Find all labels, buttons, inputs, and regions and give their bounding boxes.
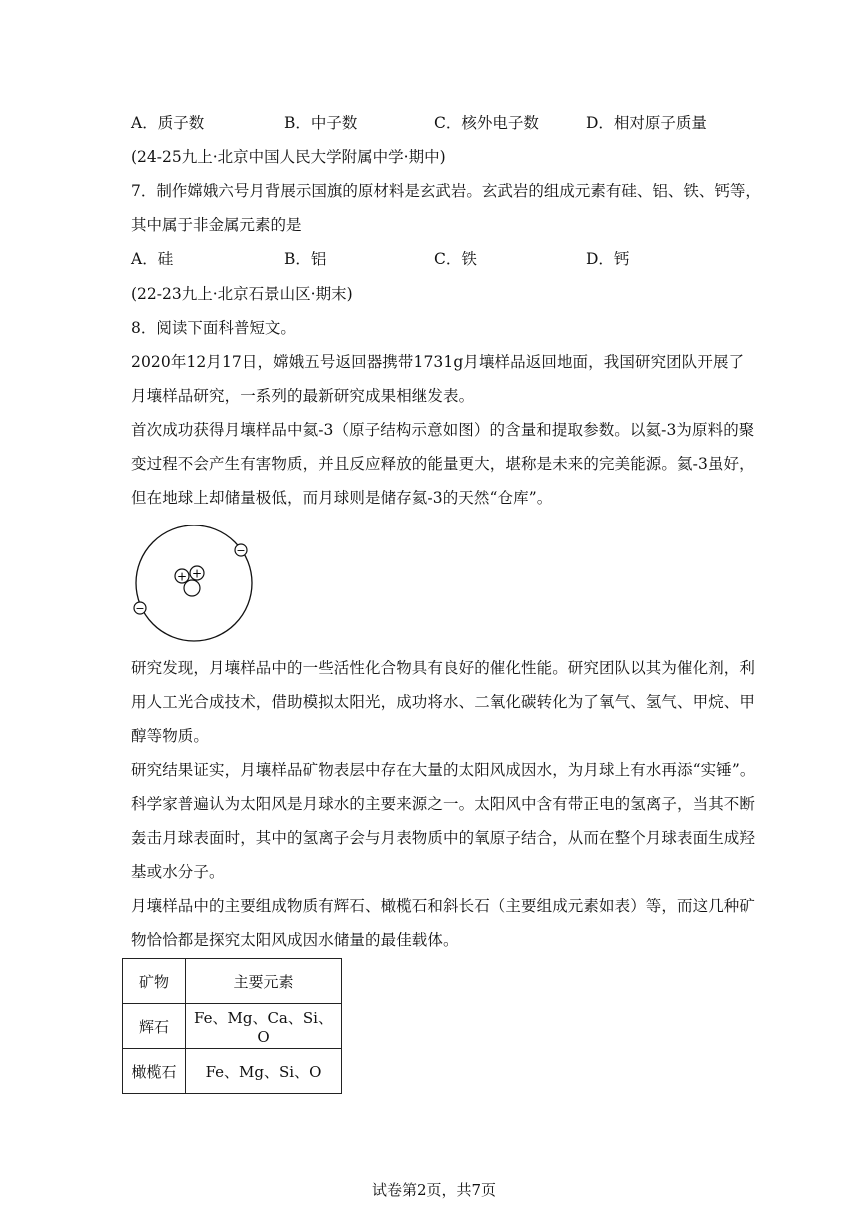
paragraph-line: 基或水分子。 — [131, 863, 225, 881]
q7-option-d: D．钙 — [586, 250, 630, 268]
q6-option-a: A．质子数 — [131, 114, 205, 132]
q7-option-c: C．铁 — [434, 250, 477, 268]
table-header-cell: 主要元素 — [186, 959, 342, 1004]
paragraph-line: 但在地球上却储量极低，而月球则是储存氦-3的天然“仓库”。 — [131, 489, 553, 507]
paragraph-line: 月壤样品中的主要组成物质有辉石、橄榄石和斜长石（主要组成元素如表）等，而这几种矿 — [131, 897, 756, 915]
nucleus — [175, 566, 204, 596]
proton-symbol: + — [191, 566, 203, 581]
q7-option-a: A．硅 — [131, 250, 174, 268]
q7-source: (24-25九上·北京中国人民大学附属中学·期中) — [131, 148, 446, 166]
table-cell: Fe、Mg、Ca、Si、O — [186, 1004, 342, 1049]
table-cell: Fe、Mg、Si、O — [186, 1049, 342, 1094]
q8-source: (22-23九上·北京石景山区·期末) — [131, 285, 353, 303]
q7-option-b: B．铝 — [284, 250, 327, 268]
page-footer: 试卷第2页，共7页 — [371, 1181, 497, 1199]
table-header-row — [123, 959, 342, 1004]
q6-option-c: C．核外电子数 — [434, 114, 539, 132]
q7-stem-line1: 7．制作嫦娥六号月背展示国旗的原材料是玄武岩。玄武岩的组成元素有硅、铝、铁、钙等， — [131, 182, 761, 200]
q6-option-b: B．中子数 — [284, 114, 358, 132]
paragraph-line: 研究结果证实，月壤样品矿物表层中存在大量的太阳风成因水，为月球上有水再添“实锤”。 — [131, 761, 756, 779]
table-row — [123, 1004, 342, 1049]
q6-option-d: D．相对原子质量 — [586, 114, 707, 132]
q8-intro: 8．阅读下面科普短文。 — [131, 319, 296, 337]
proton-symbol: + — [176, 569, 188, 584]
paragraph-line: 变过程不会产生有害物质，并且反应释放的能量更大，堪称是未来的完美能源。氦-3虽好， — [131, 455, 755, 473]
electron-symbol: − — [236, 544, 246, 557]
q7-stem-line2: 其中属于非金属元素的是 — [131, 216, 302, 234]
electron-symbol: − — [135, 602, 145, 615]
table-header-cell: 矿物 — [123, 959, 186, 1004]
electron — [134, 602, 146, 615]
table-cell: 橄榄石 — [123, 1049, 186, 1094]
paragraph-line: 月壤样品研究，一系列的最新研究成果相继发表。 — [131, 387, 475, 405]
minerals-table — [122, 958, 342, 1094]
paragraph-line: 用人工光合成技术，借助模拟太阳光，成功将水、二氧化碳转化为了氧气、氢气、甲烷、甲 — [131, 693, 756, 711]
proton — [175, 569, 189, 584]
proton — [190, 566, 204, 581]
table-cell: 辉石 — [123, 1004, 186, 1049]
paragraph-line: 轰击月球表面时，其中的氢离子会与月表物质中的氧原子结合，从而在整个月球表面生成羟 — [131, 829, 756, 847]
paragraph-line: 科学家普遍认为太阳风是月球水的主要来源之一。太阳风中含有带正电的氢离子，当其不断 — [131, 795, 756, 813]
electron — [235, 544, 247, 557]
table-row — [123, 1049, 342, 1094]
paragraph-line: 醇等物质。 — [131, 727, 210, 745]
paragraph-line: 研究发现，月壤样品中的一些活性化合物具有良好的催化性能。研究团队以其为催化剂，利 — [131, 659, 756, 677]
paragraph-line: 物恰恰都是探究太阳风成因水储量的最佳载体。 — [131, 931, 459, 949]
helium3-atom-diagram — [128, 525, 258, 645]
paragraph-line: 首次成功获得月壤样品中氦-3（原子结构示意如图）的含量和提取参数。以氦-3为原料的聚 — [131, 421, 755, 439]
paragraph-line: 2020年12月17日，嫦娥五号返回器携带1731g月壤样品返回地面，我国研究团队开展了 — [131, 353, 745, 371]
